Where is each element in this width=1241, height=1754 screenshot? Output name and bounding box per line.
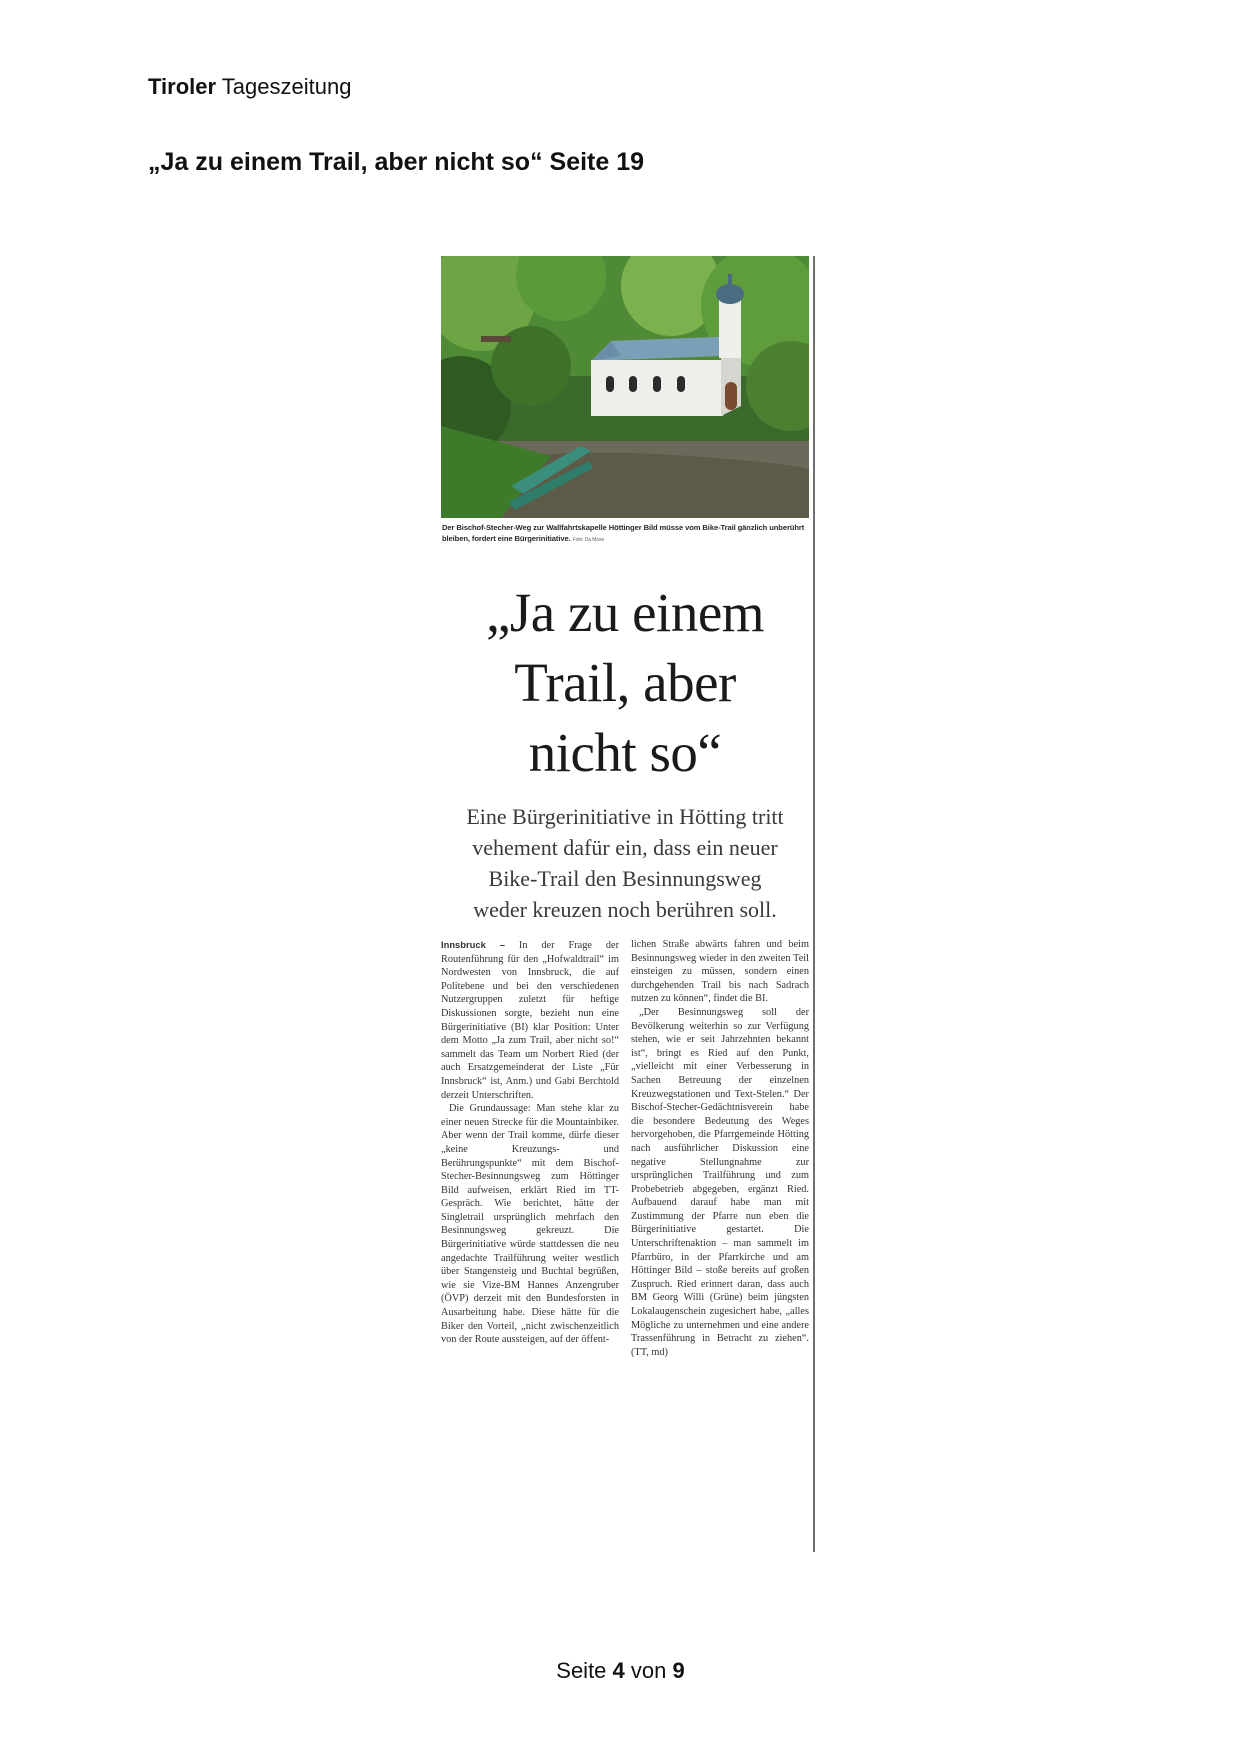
document-title: „Ja zu einem Trail, aber nicht so“ Seite 19	[148, 148, 645, 176]
subhead-line: Bike-Trail den Besinnungsweg	[488, 866, 762, 891]
masthead-rest: Tageszeitung	[216, 74, 352, 99]
article-column-2	[631, 938, 809, 1359]
paragraph: Die Grundaussage: Man stehe klar zu einer neuen Strecke für die Mountainbiker. Aber wenn der Trail komme, dürfe dieser „keine Kreuzungs- und Berührungspunkte“ mit dem Bischof-Stecher-Besinnungsweg zum Höttinger Bild aufweisen, erklärt Ried im TT-Gespräch. Wie berichtet, hätte der Singletrail ursprünglich mehrfach den Besinnungsweg gekreuzt. Die Bürgerinitiative würde stattdessen die neu angedachte Trailführung weiter westlich über Stangensteig und Buchtal begrüßen, wie sie Vize-BM Hannes Anzengruber (ÖVP) derzeit mit den Bundesforsten in Ausarbeitung habe. Diese hätte für die Biker den Vorteil, „nicht zwischenzeitlich von der Route aussteigen, auf der öffent-	[441, 1103, 619, 1346]
photo-credit: Foto: Da Mose	[572, 537, 605, 543]
footer-prefix: Seite	[556, 1658, 613, 1683]
headline-line: „Ja zu einem	[485, 582, 765, 643]
subhead-line: vehement dafür ein, dass ein neuer	[472, 835, 778, 860]
masthead-bold: Tiroler	[148, 74, 217, 99]
article-body	[441, 938, 809, 1359]
caption-text: Der Bischof-Stecher-Weg zur Wallfahrtskapelle Höttinger Bild müsse vom Bike-Trail gänzlich unberührt bleiben, fordert eine Bürgerinitiative.	[442, 523, 805, 543]
photo-caption	[442, 522, 810, 546]
paragraph-text: In der Frage der Routenführung für den „Hofwaldtrail“ im Nordwesten von Innsbruck, die auf Politebene und bei den verschiedenen Nutzergruppen zuletzt für heftige Diskussionen sorgte, bezieht nun eine Bürgerinitiative (BI) klar Position: Unter dem Motto „Ja zum Trail, aber nicht so!“ sammelt das Team um Norbert Ried (der auch Ersatzgemeinderat der Liste „Für Innsbruck“ ist, Anm.) und Gabi Berchtold derzeit Unterschriften.	[441, 940, 619, 1101]
dateline: Innsbruck –	[441, 939, 505, 950]
headline-line: Trail, aber	[514, 652, 736, 713]
page-footer	[0, 1658, 1241, 1684]
headline-line: nicht so“	[528, 722, 722, 783]
chapel-in-forest-photo	[441, 256, 809, 518]
masthead	[148, 74, 351, 100]
article-column-1	[441, 938, 619, 1359]
total-pages: 9	[672, 1658, 685, 1683]
clipping-border	[813, 256, 815, 1552]
subhead-line: weder kreuzen noch berühren soll.	[473, 897, 777, 922]
article-headline	[441, 578, 809, 788]
article-subheadline	[441, 801, 809, 925]
paragraph	[441, 938, 619, 1102]
current-page: 4	[612, 1658, 625, 1683]
paragraph: lichen Straße abwärts fahren und beim Besinnungsweg wieder in den zweiten Teil einsteigen zu müssen, sondern einen durchgehenden Trail bis nach Sadrach nutzen zu können“, findet die BI.	[631, 939, 809, 1005]
subhead-line: Eine Bürgerinitiative in Hötting tritt	[466, 804, 784, 829]
newspaper-clipping	[441, 256, 817, 1552]
paragraph: „Der Besinnungsweg soll der Bevölkerung weiterhin so zur Verfügung stehen, wie er seit Jahrzehnten bekannt ist“, bringt es Ried auf den Punkt, „vielleicht mit einer Verbesserung in Sachen Betreuung der einzelnen Kreuzwegstationen und Text-Stelen.“ Der Bischof-Stecher-Gedächtnisverein habe die besondere Bedeutung des Weges hervorgehoben, die Pfarrgemeinde Hötting nach ausführlicher Diskussion eine negative Stellungnahme zur ursprünglichen Trailführung und zum Probebetrieb abgegeben, ergänzt Ried. Aufbauend darauf habe man mit Zustimmung der Pfarre nun eben die Bürgerinitiative gestartet. Die Unterschriftenaktion – man sammelt im Pfarrbüro, in der Pfarrkirche und am Höttinger Bild – stoße bereits auf großen Zuspruch. Ried erinnert daran, dass auch BM Georg Willi (Grüne) beim jüngsten Lokalaugenschein zugesichert habe, „alles Mögliche zu unternehmen und eine andere Trassenführung in Betracht zu ziehen“. (TT, md)	[631, 1006, 809, 1358]
footer-mid: von	[624, 1658, 673, 1683]
